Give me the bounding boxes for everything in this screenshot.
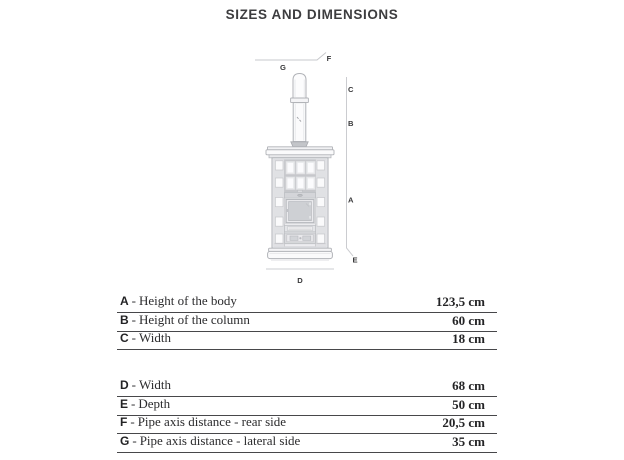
table-row xyxy=(117,378,497,397)
row-key: D xyxy=(120,377,129,392)
dimensions-table-upper xyxy=(117,294,497,350)
stove-diagram-svg xyxy=(240,45,380,290)
row-key: E xyxy=(120,396,129,411)
row-separator: - xyxy=(130,414,135,430)
row-key: G xyxy=(120,434,130,449)
center-tiles xyxy=(285,160,316,193)
row-label: Pipe axis distance - lateral side xyxy=(139,433,301,449)
page-title: SIZES AND DIMENSIONS xyxy=(225,7,399,22)
row-value: 18 cm xyxy=(452,331,485,347)
row-label: Pipe axis distance - rear side xyxy=(137,414,287,430)
row-separator: - xyxy=(132,433,137,449)
damper-band xyxy=(285,193,316,199)
row-label: Depth xyxy=(138,395,171,411)
dimensions-table-lower xyxy=(117,378,497,453)
row-key: B xyxy=(120,312,129,327)
table-row xyxy=(117,434,497,453)
row-key: A xyxy=(120,293,129,308)
row-value: 50 cm xyxy=(452,396,485,412)
fire-door xyxy=(285,198,316,224)
stove-diagram xyxy=(240,45,380,290)
row-value: 123,5 cm xyxy=(435,293,485,309)
diagram-label-b: B xyxy=(348,119,354,128)
diagram-label-a: A xyxy=(348,195,354,205)
plinth xyxy=(268,248,333,260)
chimney-column xyxy=(291,103,308,147)
cornice xyxy=(266,147,334,158)
diagram-label-c: C xyxy=(348,85,354,94)
row-value: 68 cm xyxy=(452,377,485,393)
diagram-label-g: G xyxy=(280,63,286,72)
row-label: Height of the column xyxy=(139,311,250,327)
dimension-line-vertical xyxy=(347,77,354,256)
diagram-label-e: E xyxy=(352,255,358,265)
row-separator: - xyxy=(131,395,136,411)
row-separator: - xyxy=(131,330,137,346)
row-separator: - xyxy=(131,311,137,327)
row-separator: - xyxy=(131,292,137,308)
table-row xyxy=(117,332,497,351)
row-label: Height of the body xyxy=(139,292,237,308)
diagram-label-f: F xyxy=(326,54,332,63)
chimney-cap xyxy=(291,74,309,103)
diagram-label-d: D xyxy=(297,276,303,285)
table-row xyxy=(117,313,497,332)
row-value: 20,5 cm xyxy=(442,415,485,431)
row-key: F xyxy=(120,415,128,430)
row-key: C xyxy=(120,331,129,346)
row-value: 60 cm xyxy=(452,312,485,328)
pipe-axis-pointer-line xyxy=(255,53,326,61)
row-label: Width xyxy=(139,376,171,392)
row-separator: - xyxy=(131,376,137,392)
row-value: 35 cm xyxy=(452,434,485,450)
vent-band xyxy=(285,225,316,231)
row-label: Width xyxy=(139,330,171,346)
